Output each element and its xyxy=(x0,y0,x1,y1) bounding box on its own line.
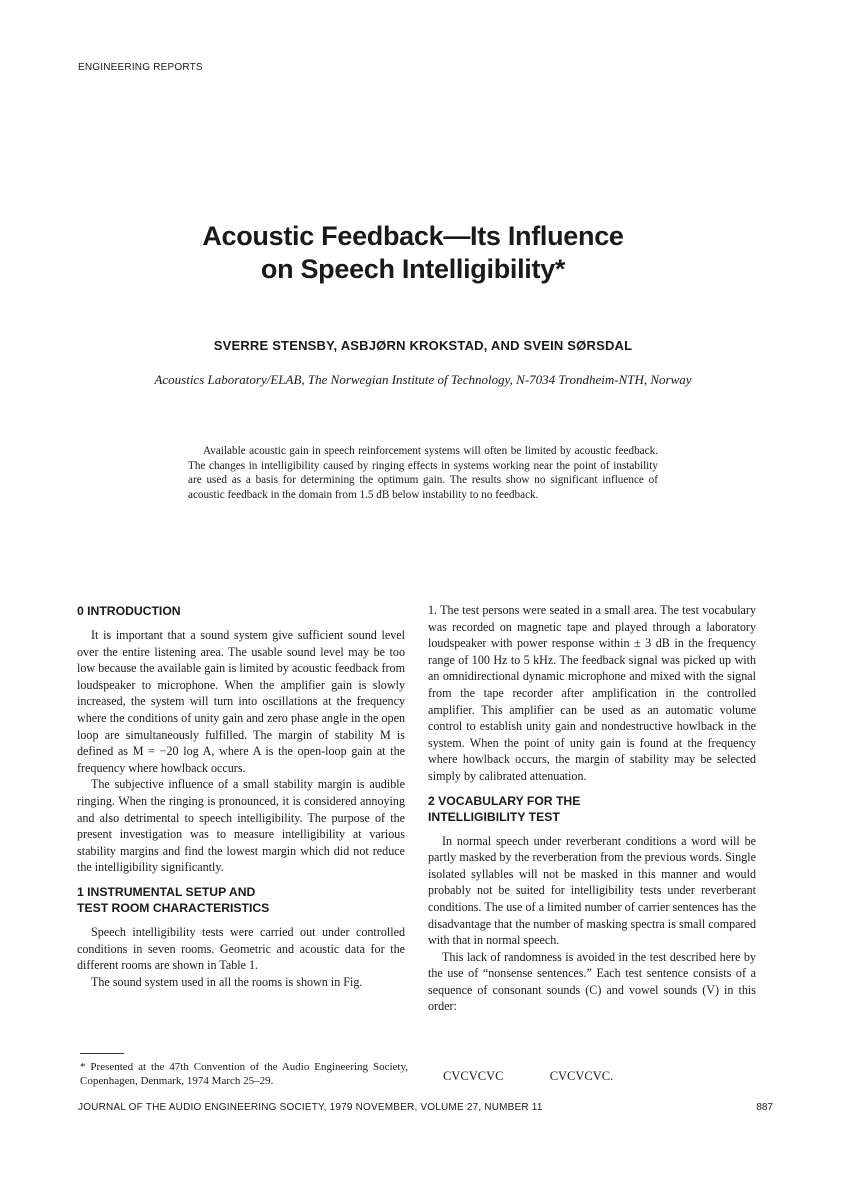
journal-footer: JOURNAL OF THE AUDIO ENGINEERING SOCIETY, 1979 NOVEMBER, VOLUME 27, NUMBER 11 xyxy=(78,1102,543,1113)
vocab-paragraph-1: In normal speech under reverberant conditions a word will be partly masked by the reverberation from the previous words. Single isolated syllables will not be masked in this manner and would probably not be suited for intelligibility tests under reverberant conditions. The use of a limited number of carrier sentences has the disadvantage that the number of masking spectra is small compared with that in normal speech. xyxy=(428,833,756,948)
cv-sequence-a: CVCVCVC xyxy=(443,1069,504,1083)
title-line-2: on Speech Intelligibility* xyxy=(260,254,566,284)
setup-paragraph-1: Speech intelligibility tests were carried out under controlled conditions in seven rooms. Geometric and acoustic data for the different rooms are shown in Table 1. xyxy=(77,924,405,973)
vocab-heading-line-2: INTELLIGIBILITY TEST xyxy=(428,809,560,824)
footnote-rule xyxy=(80,1053,124,1054)
section-heading-vocabulary xyxy=(428,793,756,825)
intro-paragraph-1: It is important that a sound system give sufficient sound level over the entire listening area. The usable sound level may be too low because the available gain is limited by acoustic feedback from loudspeaker to microphone. When the amplifier gain is slowly increased, the system will turn into oscillations at the frequency where the conditions of unity gain and zero phase angle in the open loop are simultaneously fulfilled. The margin of stability M is defined as M = −20 log A, where A is the open-loop gain at the frequency where howlback occurs. xyxy=(77,628,405,775)
left-column xyxy=(77,603,405,990)
footnote: * Presented at the 47th Convention of the Audio Engineering Society, Copenhagen, Denmark, 1974 March 25–29. xyxy=(80,1061,408,1087)
title-line-1: Acoustic Feedback—Its Influence xyxy=(202,221,624,251)
section-heading-introduction: 0 INTRODUCTION xyxy=(77,604,181,618)
abstract: Available acoustic gain in speech reinforcement systems will often be limited by acoustic feedback. The changes in intelligibility caused by ringing effects in systems working near the point of instability are used as a basis for determining the optimum gain. The results show no significant influence of acoustic feedback in the domain from 1.5 dB below instability to no feedback. xyxy=(188,445,658,501)
setup-paragraph-2: The sound system used in all the rooms is shown in Fig. xyxy=(91,974,363,989)
page-number: 887 xyxy=(756,1102,773,1113)
vocab-paragraph-2: This lack of randomness is avoided in the test described here by the use of “nonsense sentences.” Each test sentence consists of a sequence of consonant sounds (C) and vowel sounds (V) in this order: xyxy=(428,949,756,1014)
setup-heading-line-2: TEST ROOM CHARACTERISTICS xyxy=(77,900,270,915)
setup-paragraph-3: 1. The test persons were seated in a small area. The test vocabulary was recorded on magnetic tape and played through a laboratory loudspeaker with power response within ± 3 dB in the frequency range of 100 Hz to 5 kHz. The feedback signal was picked up with an omnidirectional dynamic microphone and mixed with the signal from the tape recorder after amplification in the controlled amplifier. This amplifier can be used as an automatic volume control to establish unity gain and nondestructive howlback in the system. When the point of unity gain is found at the frequency where howlback occurs, the margin of stability may be selected simply by calibrated attenuation. xyxy=(428,603,756,783)
vocab-heading-line-1: 2 VOCABULARY FOR THE xyxy=(428,793,581,808)
running-head: ENGINEERING REPORTS xyxy=(78,62,203,73)
section-heading-instrumental-setup xyxy=(77,884,405,916)
paper-title xyxy=(0,220,826,286)
right-column xyxy=(428,602,756,1015)
cv-sequence-b: CVCVCVC. xyxy=(549,1069,614,1083)
intro-paragraph-2: The subjective influence of a small stability margin is audible ringing. When the ringing is pronounced, it is considered annoying and also detrimental to speech intelligibility. The purpose of the present investigation was to measure intelligibility at various stability margins and find the lowest margin which did not reduce the intelligibility significantly. xyxy=(77,777,405,875)
author-list: SVERRE STENSBY, ASBJØRN KROKSTAD, AND SVEIN SØRSDAL xyxy=(213,338,633,353)
affiliation: Acoustics Laboratory/ELAB, The Norwegian Institute of Technology, N-7034 Trondheim-NTH, Norway xyxy=(154,372,692,387)
setup-heading-line-1: 1 INSTRUMENTAL SETUP AND xyxy=(77,884,256,899)
cv-sequence xyxy=(443,1069,613,1084)
